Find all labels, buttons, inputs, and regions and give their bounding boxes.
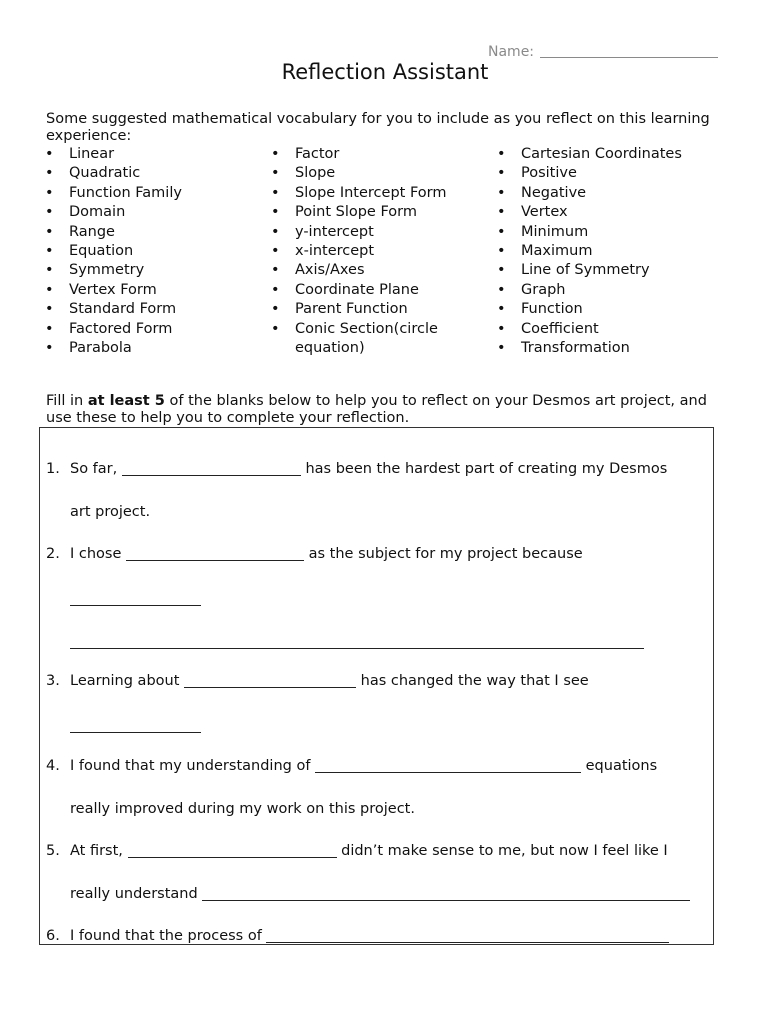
vocab-item: • Function bbox=[497, 300, 682, 319]
blank-field[interactable] bbox=[122, 461, 301, 476]
vocabulary-intro: Some suggested mathematical vocabulary for you to include as you reflect on this learning experience: bbox=[46, 111, 710, 144]
vocab-item: • Conic Section(circle equation) bbox=[271, 320, 461, 359]
prompt-text: I found that my understanding of bbox=[70, 758, 311, 774]
vocab-item: • Slope bbox=[271, 164, 461, 183]
prompt-6-line-1 bbox=[70, 928, 669, 944]
prompt-text: At first, bbox=[70, 843, 123, 859]
vocab-item: • Maximum bbox=[497, 242, 682, 261]
prompt-2-line-1 bbox=[70, 546, 583, 562]
blank-field[interactable] bbox=[70, 648, 644, 649]
prompt-3-line-1 bbox=[70, 673, 589, 689]
vocab-item: • Factored Form bbox=[45, 320, 182, 339]
blank-field[interactable] bbox=[126, 546, 304, 561]
vocabulary-column-3 bbox=[497, 145, 682, 358]
vocab-item: • x-intercept bbox=[271, 242, 461, 261]
vocab-item: • Range bbox=[45, 223, 182, 242]
vocab-item: • Cartesian Coordinates bbox=[497, 145, 682, 164]
vocab-item: • Linear bbox=[45, 145, 182, 164]
prompt-1-line-2: art project. bbox=[70, 504, 151, 520]
prompt-4-line-1 bbox=[70, 758, 657, 774]
prompt-text: I chose bbox=[70, 546, 122, 562]
prompt-text: as the subject for my project because bbox=[308, 546, 583, 562]
vocab-item: • Axis/Axes bbox=[271, 261, 461, 280]
blank-field[interactable] bbox=[70, 605, 201, 606]
vocab-item: • Quadratic bbox=[45, 164, 182, 183]
vocab-item: • Line of Symmetry bbox=[497, 261, 682, 280]
vocabulary-column-2 bbox=[271, 145, 461, 358]
prompt-number: 3. bbox=[46, 673, 60, 689]
vocab-item: • Parent Function bbox=[271, 300, 461, 319]
prompt-text: equations bbox=[585, 758, 658, 774]
fill-instructions bbox=[46, 393, 736, 427]
blank-field[interactable] bbox=[202, 886, 690, 901]
name-blank[interactable] bbox=[540, 43, 718, 58]
vocab-item: • Vertex Form bbox=[45, 281, 182, 300]
vocab-item: • y-intercept bbox=[271, 223, 461, 242]
prompt-number: 2. bbox=[46, 546, 60, 562]
prompt-text: has been the hardest part of creating my Desmos bbox=[305, 461, 668, 477]
vocab-item: • Slope Intercept Form bbox=[271, 184, 461, 203]
prompt-number: 1. bbox=[46, 461, 60, 477]
prompt-5-line-2 bbox=[70, 886, 690, 902]
blank-field[interactable] bbox=[315, 758, 581, 773]
name-label: Name: bbox=[488, 44, 535, 60]
vocab-item: • Negative bbox=[497, 184, 682, 203]
prompt-number: 4. bbox=[46, 758, 60, 774]
vocab-item: • Graph bbox=[497, 281, 682, 300]
prompt-text: didn’t make sense to me, but now I feel like I bbox=[341, 843, 668, 859]
prompt-text: has changed the way that I see bbox=[360, 673, 589, 689]
prompt-text: really understand bbox=[70, 886, 198, 902]
blank-field[interactable] bbox=[70, 732, 201, 733]
prompt-text: Learning about bbox=[70, 673, 180, 689]
prompt-1-line-1 bbox=[70, 461, 667, 477]
vocab-item: • Domain bbox=[45, 203, 182, 222]
vocabulary-column-1 bbox=[45, 145, 182, 358]
fill-instructions-text: of the blanks below to help you to reflect on your Desmos art project, and use these to help you to complete your reflection. bbox=[46, 393, 707, 426]
vocab-item: • Transformation bbox=[497, 339, 682, 358]
vocab-item: • Minimum bbox=[497, 223, 682, 242]
prompt-text: So far, bbox=[70, 461, 118, 477]
name-field[interactable] bbox=[488, 43, 718, 60]
blank-field[interactable] bbox=[184, 673, 356, 688]
vocab-item: • Symmetry bbox=[45, 261, 182, 280]
blank-field[interactable] bbox=[266, 928, 669, 943]
fill-instructions-text: Fill in bbox=[46, 393, 88, 409]
blank-field[interactable] bbox=[128, 843, 337, 858]
prompt-number: 5. bbox=[46, 843, 60, 859]
vocab-item: • Vertex bbox=[497, 203, 682, 222]
prompt-5-line-1 bbox=[70, 843, 668, 859]
fill-instructions-emphasis: at least 5 bbox=[87, 393, 165, 409]
prompt-number: 6. bbox=[46, 928, 60, 944]
prompt-4-line-2: really improved during my work on this project. bbox=[70, 801, 415, 817]
vocab-item: • Coordinate Plane bbox=[271, 281, 461, 300]
page-title: Reflection Assistant bbox=[281, 60, 489, 84]
vocab-item: • Equation bbox=[45, 242, 182, 261]
vocab-item: • Standard Form bbox=[45, 300, 182, 319]
prompt-text: I found that the process of bbox=[70, 928, 262, 944]
vocab-item: • Factor bbox=[271, 145, 461, 164]
vocab-item: • Point Slope Form bbox=[271, 203, 461, 222]
vocab-item: • Positive bbox=[497, 164, 682, 183]
vocab-item: • Function Family bbox=[45, 184, 182, 203]
vocab-item: • Coefficient bbox=[497, 320, 682, 339]
vocab-item: • Parabola bbox=[45, 339, 182, 358]
